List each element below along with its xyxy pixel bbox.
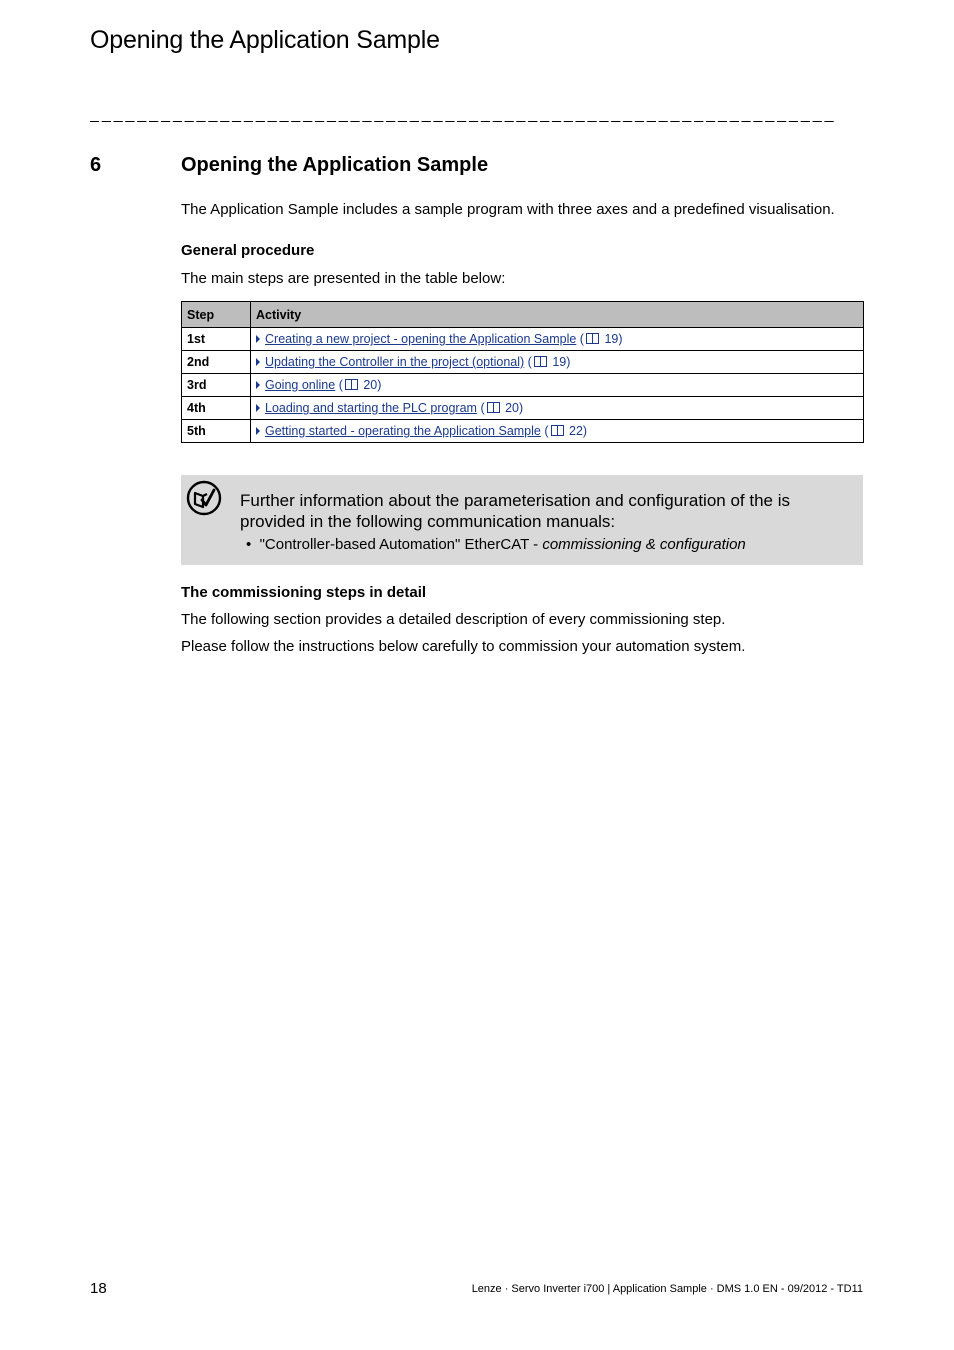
table-row bbox=[182, 328, 864, 351]
step-cell: 5th bbox=[182, 420, 251, 443]
activity-link[interactable]: Getting started - operating the Application Sample bbox=[265, 424, 541, 438]
page-number: 19 bbox=[604, 332, 619, 346]
arrow-right-icon bbox=[256, 358, 260, 366]
note-text: Further information about the parameterisation and configuration of the is provided in the following communication manuals: bbox=[240, 491, 790, 531]
activity-link[interactable]: Creating a new project - opening the Application Sample bbox=[265, 332, 577, 346]
header-activity: Activity bbox=[251, 302, 864, 328]
page-reference[interactable]: ( 19) bbox=[579, 332, 623, 346]
page-reference[interactable]: ( 20) bbox=[480, 401, 524, 415]
book-icon bbox=[487, 402, 500, 413]
table-row bbox=[182, 351, 864, 374]
activity-link[interactable]: Updating the Controller in the project (optional) bbox=[265, 355, 525, 369]
book-icon bbox=[345, 379, 358, 390]
arrow-right-icon bbox=[256, 335, 260, 343]
chapter-title: Opening the Application Sample bbox=[181, 154, 489, 176]
chapter-number: 6 bbox=[90, 154, 102, 176]
commissioning-paragraph-2: Please follow the instructions below carefully to commission your automation system. bbox=[181, 638, 746, 655]
page-reference[interactable]: ( 22) bbox=[544, 424, 588, 438]
general-procedure-heading: General procedure bbox=[181, 242, 315, 259]
header-step: Step bbox=[182, 302, 251, 328]
activity-cell bbox=[251, 328, 864, 351]
page-number: 22 bbox=[569, 424, 583, 438]
book-icon bbox=[534, 356, 547, 367]
step-cell: 4th bbox=[182, 397, 251, 420]
activity-cell bbox=[251, 397, 864, 420]
running-title: Opening the Application Sample bbox=[90, 26, 440, 54]
table-row bbox=[182, 374, 864, 397]
table-row bbox=[182, 397, 864, 420]
book-icon bbox=[551, 425, 564, 436]
arrow-right-icon bbox=[256, 427, 260, 435]
bullet-glyph: • bbox=[246, 536, 260, 553]
steps-table bbox=[181, 301, 864, 443]
activity-cell bbox=[251, 420, 864, 443]
page-reference[interactable]: ( 19) bbox=[527, 355, 571, 369]
page-number: 19 bbox=[552, 355, 567, 369]
activity-link[interactable]: Loading and starting the PLC program bbox=[265, 401, 477, 415]
general-procedure-lead: The main steps are presented in the table below: bbox=[181, 270, 506, 287]
note-bullet-item bbox=[246, 536, 746, 553]
manual-hint-icon bbox=[186, 480, 222, 516]
arrow-right-icon bbox=[256, 404, 260, 412]
activity-cell bbox=[251, 374, 864, 397]
activity-cell bbox=[251, 351, 864, 374]
footer-document-info: Lenze · Servo Inverter i700 | Application Sample · DMS 1.0 EN - 09/2012 - TD11 bbox=[471, 1283, 863, 1295]
intro-paragraph: The Application Sample includes a sample program with three axes and a predefined visualisation. bbox=[181, 201, 835, 218]
page-number: 20 bbox=[363, 378, 378, 392]
commissioning-heading: The commissioning steps in detail bbox=[181, 584, 427, 601]
step-cell: 1st bbox=[182, 328, 251, 351]
arrow-right-icon bbox=[256, 381, 260, 389]
activity-link[interactable]: Going online bbox=[265, 378, 336, 392]
bullet-text: "Controller-based Automation" EtherCAT - bbox=[259, 536, 543, 553]
step-cell: 3rd bbox=[182, 374, 251, 397]
commissioning-paragraph-1: The following section provides a detailed description of every commissioning step. bbox=[181, 611, 726, 628]
page-reference[interactable]: ( 20) bbox=[338, 378, 382, 392]
table-header-row bbox=[182, 302, 864, 328]
page-number-footer: 18 bbox=[90, 1280, 107, 1297]
bullet-italic-text: commissioning & configuration bbox=[542, 536, 746, 553]
page-number: 20 bbox=[505, 401, 519, 415]
table-row bbox=[182, 420, 864, 443]
step-cell: 2nd bbox=[182, 351, 251, 374]
book-icon bbox=[586, 333, 599, 344]
header-separator: _______________________________________________________________ bbox=[90, 108, 837, 122]
